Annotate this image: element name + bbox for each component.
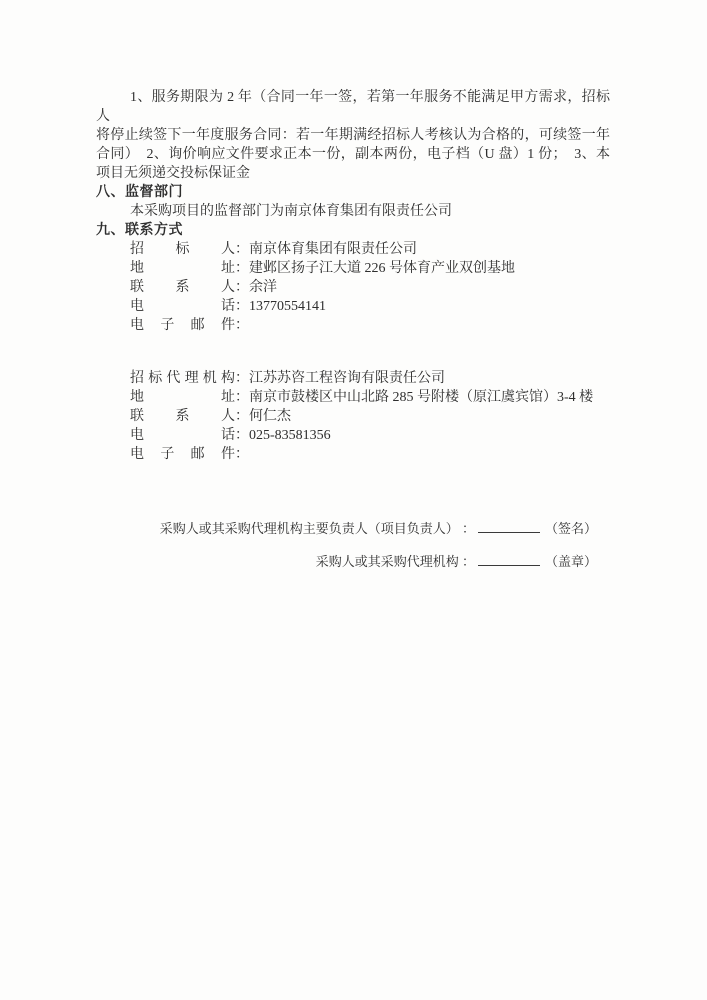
tenderer-name-value: 南京体育集团有限责任公司	[249, 242, 417, 257]
agent-phone-label: 电话	[130, 428, 235, 443]
tenderer-contact-person-value: 余洋	[249, 280, 277, 295]
section-8-body: 本采购项目的监督部门为南京体育集团有限责任公司	[130, 204, 452, 219]
colon: ：	[235, 280, 249, 295]
colon: ：	[235, 371, 249, 386]
tenderer-phone-row	[130, 297, 610, 316]
colon: ：	[235, 428, 249, 443]
terms-line-3: 合同） 2、询价响应文件要求正本一份，副本两份，电子档（U 盘）1 份； 3、本	[96, 147, 610, 162]
agent-contact-person-row	[130, 407, 610, 426]
signature-blank-line	[478, 519, 540, 533]
tenderer-name-label: 招标人	[130, 242, 235, 257]
signature-seal-hint: （盖章）	[544, 554, 597, 569]
agent-email-label: 电子邮件	[130, 447, 235, 462]
tenderer-contact-person-label: 联系人	[130, 280, 235, 295]
section-9-heading: 九、联系方式	[96, 223, 183, 238]
signature-line-agency	[96, 552, 597, 571]
colon: ：	[235, 261, 249, 276]
signature-block	[96, 519, 597, 571]
seal-blank-line	[478, 552, 540, 566]
agent-email-row	[130, 445, 610, 464]
colon: ：	[235, 242, 249, 257]
tenderer-address-label: 地址	[130, 261, 235, 276]
terms-line-2: 将停止续签下一年度服务合同：若一年期满经招标人考核认为合格的，可续签一年	[96, 128, 610, 143]
agent-address-label: 地址	[130, 390, 235, 405]
signature-line-agency-label: 采购人或其采购代理机构 ：	[315, 554, 475, 569]
signature-sign-hint: （签名）	[544, 521, 597, 536]
agent-address-value: 南京市鼓楼区中山北路 285 号附楼（原江虞宾馆）3-4 楼	[249, 390, 594, 405]
signature-line-responsible-label: 采购人或其采购代理机构主要负责人（项目负责人） ：	[159, 521, 475, 536]
colon: ：	[235, 390, 249, 405]
tenderer-contact-person-row	[130, 278, 610, 297]
agent-phone-value: 025-83581356	[249, 428, 331, 443]
tenderer-address-row	[130, 259, 610, 278]
tenderer-phone-label: 电话	[130, 299, 235, 314]
section-8-heading: 八、监督部门	[96, 185, 183, 200]
tenderer-address-value: 建邺区扬子江大道 226 号体育产业双创基地	[249, 261, 515, 276]
agent-phone-row	[130, 426, 610, 445]
terms-paragraph	[96, 88, 610, 183]
signature-line-responsible	[96, 519, 597, 538]
agent-contact-block	[130, 369, 610, 464]
agent-name-label: 招标代理机构	[130, 371, 235, 386]
tenderer-name-row	[130, 240, 610, 259]
agent-name-value: 江苏苏咨工程咨询有限责任公司	[249, 371, 445, 386]
colon: ：	[235, 409, 249, 424]
colon: ：	[235, 299, 249, 314]
tenderer-email-row	[130, 316, 610, 335]
tenderer-contact-block	[130, 240, 610, 335]
colon: ：	[235, 447, 249, 462]
tenderer-phone-value: 13770554141	[249, 299, 326, 314]
agent-address-row	[130, 388, 610, 407]
tenderer-email-label: 电子邮件	[130, 318, 235, 333]
agent-contact-person-label: 联系人	[130, 409, 235, 424]
agent-contact-person-value: 何仁杰	[249, 409, 291, 424]
colon: ：	[235, 318, 249, 333]
agent-name-row	[130, 369, 610, 388]
terms-line-4: 项目无须递交投标保证金	[96, 166, 250, 181]
terms-line-1: 1、服务期限为 2 年（合同一年一签，若第一年服务不能满足甲方需求，招标人	[96, 90, 610, 124]
